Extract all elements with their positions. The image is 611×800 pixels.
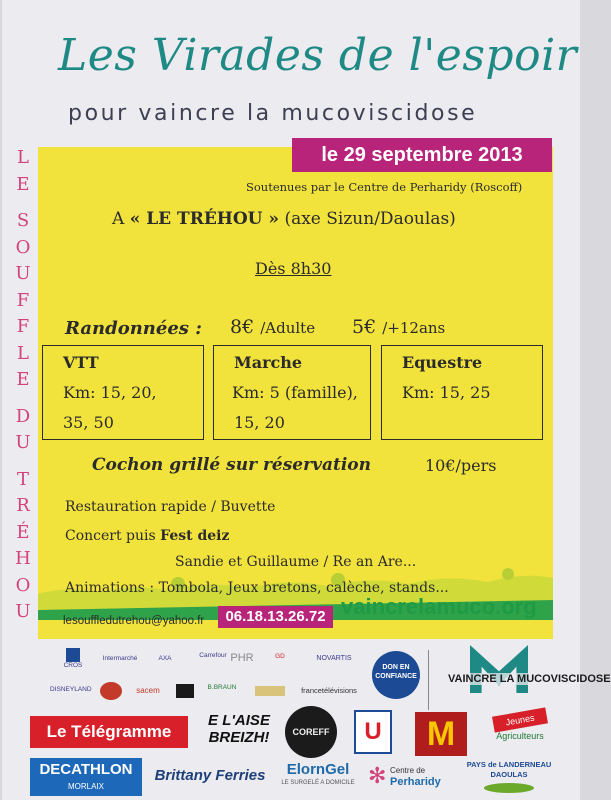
price-adult: 8€ /Adulte (230, 316, 316, 338)
sponsor-logo-badge (100, 682, 122, 700)
event-time: Dès 8h30 (255, 259, 332, 278)
sponsor-logo-bbraun: B.BRAUN (207, 684, 237, 691)
activity-heading: Equestre (402, 353, 483, 372)
restauration-line: Restauration rapide / Buvette (65, 499, 276, 515)
support-line: Soutenues par le Centre de Perharidy (Roscoff) (246, 180, 523, 194)
website: vaincrelamuco.org (341, 594, 537, 619)
sponsor-logo-francetelevisions: francetélévisions (301, 686, 357, 695)
pays-landerneau-logo: PAYS de LANDERNEAU DAOULAS (466, 757, 552, 797)
activity-distances: Km: 5 (famille), (232, 383, 358, 402)
activity-box-equestre (381, 345, 543, 440)
animations-line: Animations : Tombola, Jeux bretons, calèche, stands... (65, 580, 449, 596)
sponsor-logo-intermarche: Intermarché (102, 655, 138, 662)
sponsor-logo-sacem: sacem (136, 686, 160, 695)
activity-distances: Km: 15, 20, (63, 383, 157, 402)
concert-line: Concert puis Fest deiz (65, 528, 230, 544)
sponsor-logo-gold (255, 686, 285, 696)
elorngel-logo: ElornGel LE SURGELÉ A DOMICILE (281, 761, 355, 786)
sponsor-logo-carrefour: Carrefour (199, 652, 227, 659)
sponsor-logo-novartis: NOVARTIS (316, 655, 352, 662)
contact-email: lesouffledutrehou@yahoo.fr (63, 615, 205, 627)
sponsor-divider (428, 650, 429, 710)
breizh-logo: E L'AISE BREIZH! (208, 712, 270, 746)
brittany-ferries-logo: Brittany Ferries (154, 767, 266, 784)
contact-phone: 06.18.13.26.72 (218, 606, 333, 628)
sponsor-logo-axa: AXA (158, 655, 172, 662)
sponsor-logo-dark (176, 684, 194, 698)
le-telegramme-logo: Le Télégramme (30, 716, 188, 748)
activity-heading: VTT (63, 353, 99, 372)
mcdonalds-logo: M (415, 712, 467, 756)
sponsor-logo-disneyland: DISNEYLAND (50, 686, 92, 693)
sponsor-logo-cros: CROS (48, 648, 98, 676)
price-child: 5€ /+12ans (352, 316, 446, 338)
centre-perharidy-logo: ✻ Centre de Perharidy (368, 763, 441, 788)
cochon-label: Cochon grillé sur réservation (92, 455, 371, 475)
sponsor-logo-phr: PHR (230, 652, 254, 664)
event-place: A « LE TRÉHOU » (axe Sizun/Daoulas) (112, 209, 456, 229)
poster-subtitle: pour vaincre la mucoviscidose (68, 101, 478, 126)
don-en-confiance-logo: DON EN CONFIANCE (372, 651, 420, 699)
activity-distances: Km: 15, 25 (402, 383, 491, 402)
super-u-logo: U (354, 710, 392, 754)
activity-heading: Marche (234, 353, 303, 372)
coreff-logo: COREFF (285, 706, 337, 758)
activity-distances: 15, 20 (234, 413, 285, 432)
cochon-price: 10€/pers (425, 456, 497, 475)
artists-line: Sandie et Guillaume / Re an Are... (175, 554, 417, 570)
poster-title: Les Virades de l'espoir (58, 30, 578, 81)
activity-distances: 35, 50 (63, 413, 114, 432)
event-date: le 29 septembre 2013 (292, 138, 552, 172)
jeunes-agriculteurs-logo: Jeunes Agriculteurs (488, 710, 552, 750)
activity-box-marche (213, 345, 371, 440)
vaincre-la-mucoviscidose-logo: VAINCRE LA MUCOVISCIDOSE (448, 645, 548, 705)
decathlon-logo: DECATHLON MORLAIX (30, 758, 142, 796)
sponsor-logo-gd: GD (275, 653, 285, 660)
rando-label: Randonnées : (65, 318, 202, 339)
activity-box-vtt (42, 345, 204, 440)
